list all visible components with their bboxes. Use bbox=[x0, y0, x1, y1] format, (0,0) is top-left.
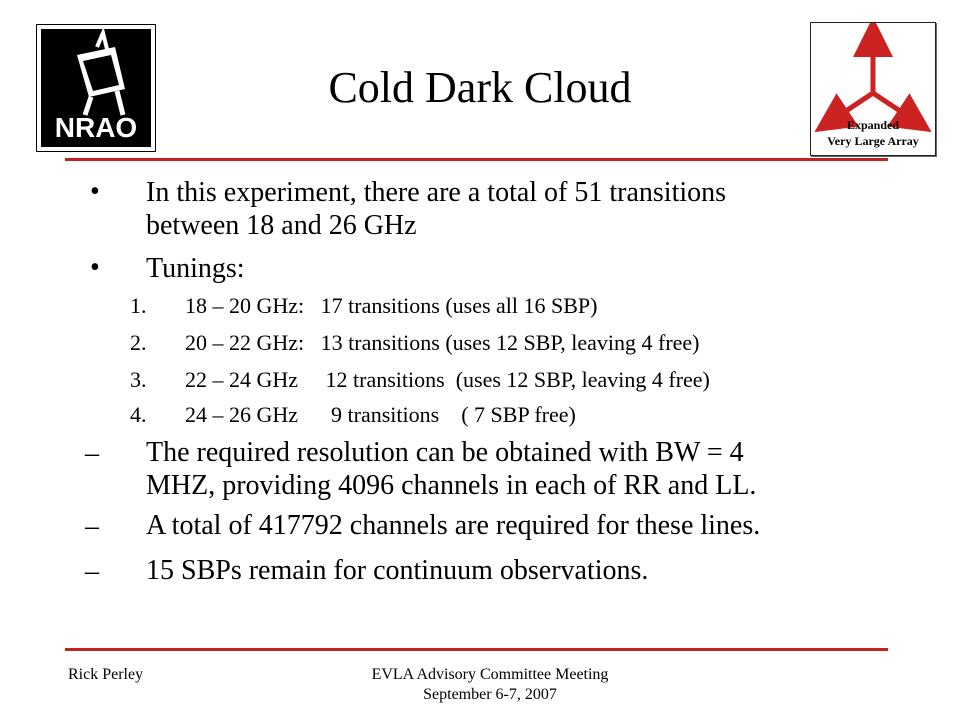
bottom-divider bbox=[65, 648, 888, 651]
dash-marker: – bbox=[85, 511, 99, 542]
slide-title: Cold Dark Cloud bbox=[328, 63, 632, 112]
tuning-text: 20 – 22 GHz: 13 transitions (uses 12 SBP, leaving 4 free) bbox=[185, 330, 700, 355]
tuning-text: 24 – 26 GHz 9 transitions ( 7 SBP free) bbox=[185, 402, 576, 427]
evla-line2: Very Large Array bbox=[827, 134, 919, 148]
bullet-2-line-1: Tunings: bbox=[146, 253, 245, 284]
tuning-number: 1. bbox=[130, 293, 147, 318]
dash-marker: – bbox=[85, 438, 99, 469]
footer-meeting-line2: September 6-7, 2007 bbox=[423, 686, 557, 703]
dash-2-line-1: A total of 417792 channels are required for these lines. bbox=[146, 510, 761, 541]
tuning-number: 3. bbox=[130, 367, 147, 392]
evla-line1: Expanded bbox=[846, 118, 900, 132]
dash-1-line-1: The required resolution can be obtained with BW = 4 bbox=[146, 437, 744, 468]
tuning-number: 2. bbox=[130, 330, 147, 355]
dash-marker: – bbox=[85, 556, 99, 587]
dash-1-line-2: MHZ, providing 4096 channels in each of RR and LL. bbox=[146, 470, 757, 501]
nrao-logo-text: NRAO bbox=[54, 112, 138, 143]
bullet-marker: • bbox=[90, 252, 100, 283]
bullet-1-line-2: between 18 and 26 GHz bbox=[146, 210, 417, 241]
top-divider bbox=[65, 158, 888, 161]
tuning-number: 4. bbox=[130, 402, 147, 427]
footer-meeting-line1: EVLA Advisory Committee Meeting bbox=[371, 666, 609, 683]
bullet-marker: • bbox=[90, 176, 100, 207]
tuning-text: 22 – 24 GHz 12 transitions (uses 12 SBP, leaving 4 free) bbox=[185, 367, 710, 392]
dash-3-line-1: 15 SBPs remain for continuum observations. bbox=[146, 555, 649, 586]
tuning-text: 18 – 20 GHz: 17 transitions (uses all 16 SBP) bbox=[185, 293, 598, 318]
footer-author: Rick Perley bbox=[68, 666, 144, 683]
bullet-1-line-1: In this experiment, there are a total of 51 transitions bbox=[146, 177, 727, 208]
